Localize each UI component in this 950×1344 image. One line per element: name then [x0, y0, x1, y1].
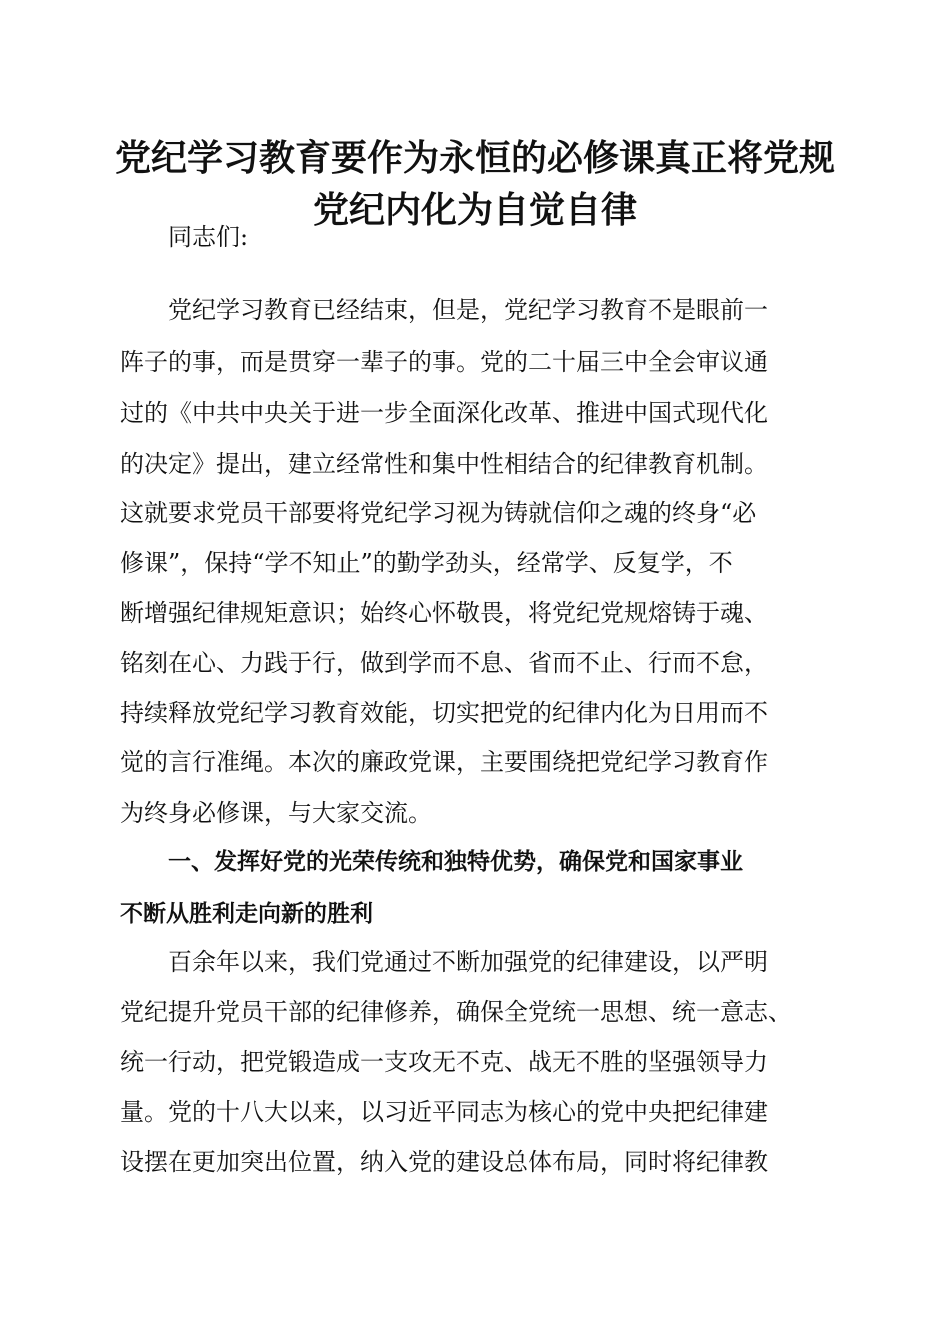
paragraph-2-line: 量。党的十八大以来，以习近平同志为核心的党中央把纪律建 — [120, 1098, 768, 1126]
paragraph-1-line: 这就要求党员干部要将党纪学习视为铸就信仰之魂的终身“必 — [120, 499, 757, 527]
paragraph-2-line: 党纪提升党员干部的纪律修养，确保全党统一思想、统一意志、 — [120, 998, 792, 1026]
paragraph-1-line: 修课”，保持“学不知止”的勤学劲头，经常学、反复学，不 — [120, 549, 733, 577]
paragraph-1-line: 党纪学习教育已经结束，但是，党纪学习教育不是眼前一 — [168, 296, 768, 324]
paragraph-1-line: 过的《中共中央关于进一步全面深化改革、推进中国式现代化 — [120, 399, 768, 427]
paragraph-2-line: 统一行动，把党锻造成一支攻无不克、战无不胜的坚强领导力 — [120, 1048, 768, 1076]
paragraph-1-line: 断增强纪律规矩意识；始终心怀敬畏，将党纪党规熔铸于魂、 — [120, 599, 768, 627]
document-title-line-1: 党纪学习教育要作为永恒的必修课真正将党规 — [114, 137, 835, 179]
salutation: 同志们: — [168, 223, 249, 251]
paragraph-2-line: 设摆在更加突出位置，纳入党的建设总体布局，同时将纪律教 — [120, 1148, 768, 1176]
paragraph-1-line: 为终身必修课，与大家交流。 — [120, 799, 432, 827]
paragraph-1-line: 的决定》提出，建立经常性和集中性相结合的纪律教育机制。 — [120, 450, 768, 478]
paragraph-2-line: 百余年以来，我们党通过不断加强党的纪律建设，以严明 — [168, 948, 768, 976]
paragraph-1-line: 持续释放党纪学习教育效能，切实把党的纪律内化为日用而不 — [120, 699, 768, 727]
section-1-heading-line: 一、发挥好党的光荣传统和独特优势，确保党和国家事业 — [168, 849, 743, 875]
document-title-line-2: 党纪内化为自觉自律 — [312, 189, 637, 231]
paragraph-1-line: 铭刻在心、力践于行，做到学而不息、省而不止、行而不怠， — [120, 649, 768, 677]
paragraph-1-line: 觉的言行准绳。本次的廉政党课，主要围绕把党纪学习教育作 — [120, 748, 768, 776]
section-1-heading-line: 不断从胜利走向新的胜利 — [120, 901, 373, 927]
paragraph-1-line: 阵子的事，而是贯穿一辈子的事。党的二十届三中全会审议通 — [120, 348, 768, 376]
